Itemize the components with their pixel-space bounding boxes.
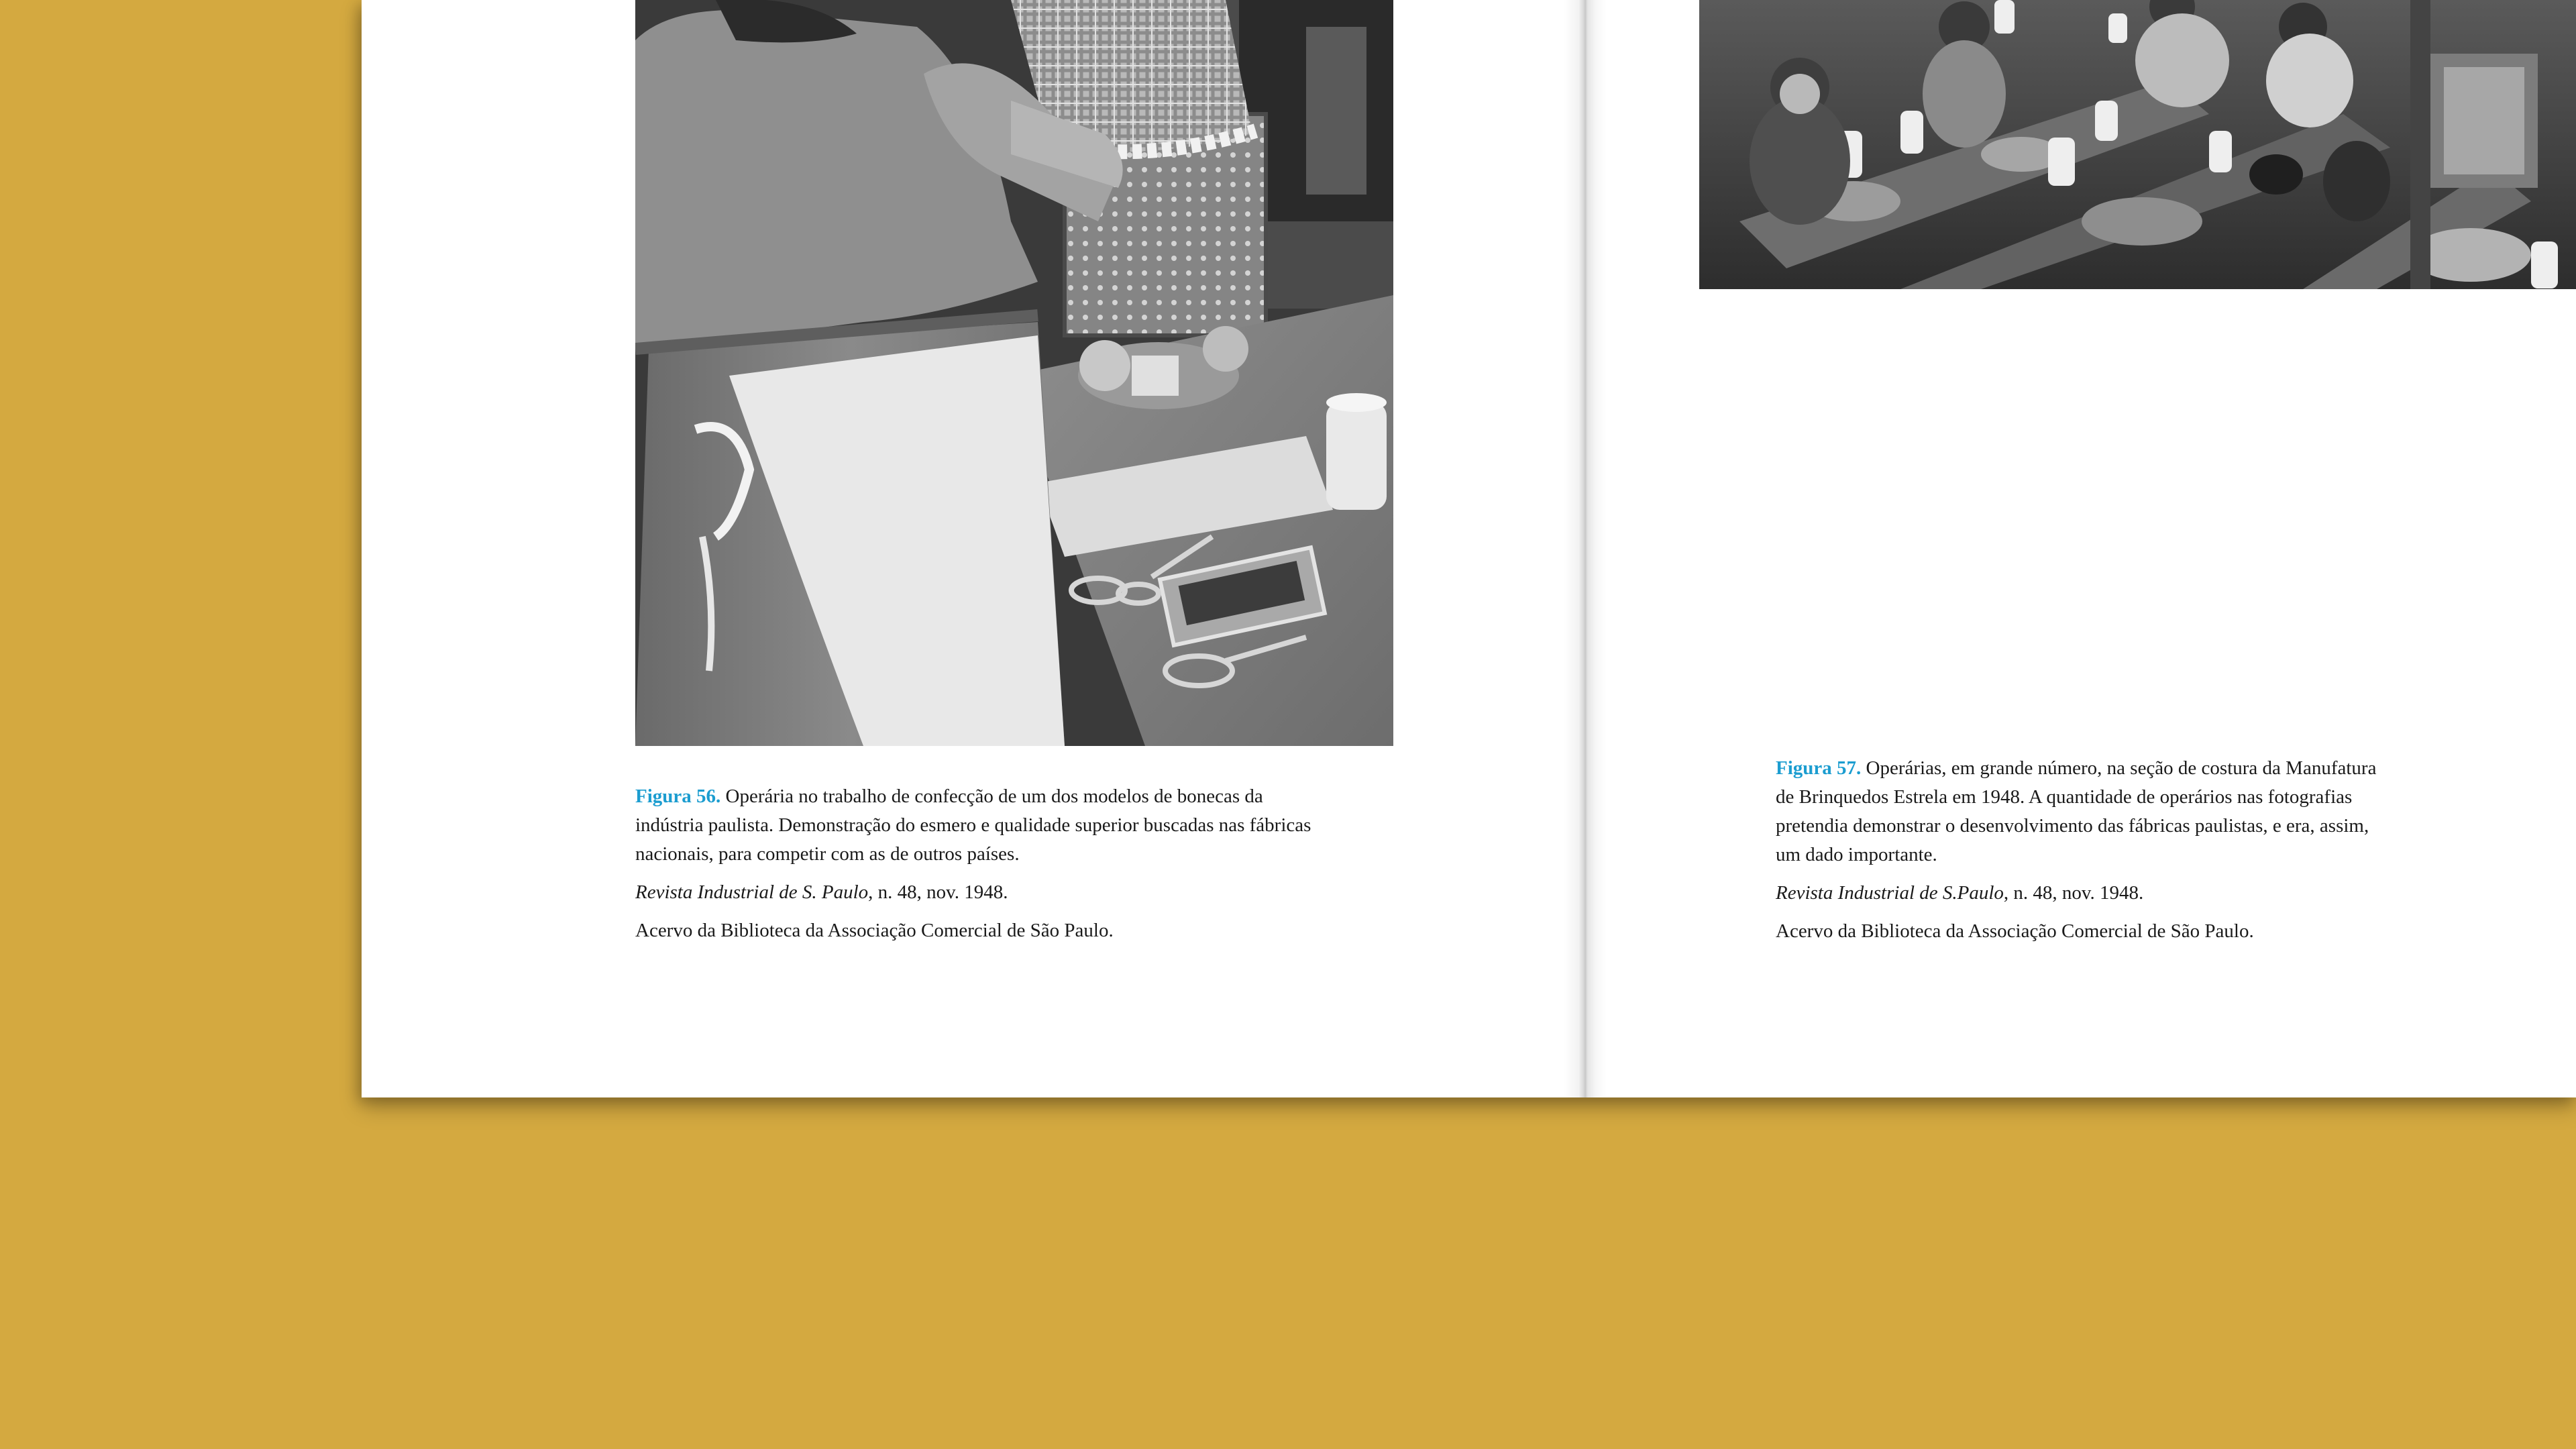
figure-56-credit: Acervo da Biblioteca da Associação Comercial de São Paulo. — [635, 920, 1114, 941]
figure-57-source-details: , n. 48, nov. 1948. — [2003, 882, 2144, 904]
figure-57-source — [1776, 879, 2379, 908]
figure-57-credit: Acervo da Biblioteca da Associação Comercial de São Paulo. — [1776, 920, 2254, 942]
figure-57-photo — [1699, 0, 2576, 289]
figure-57-description — [1776, 754, 2379, 869]
figure-56-source — [635, 878, 1333, 907]
figure-57-text: Operárias, em grande número, na seção de costura da Manufatura de Brinquedos Estrela em 1948. A quantidade de operários nas fotografias pretendia demonstrar o desenvolvimento das fábricas paulistas, e era, assim, um dado importante. — [1776, 757, 2377, 865]
figure-57-caption — [1776, 754, 2379, 946]
figure-56-source-title: Revista Industrial de S. Paulo — [635, 881, 869, 903]
figure-56-label: Figura 56. — [635, 786, 721, 807]
figure-57-source-title: Revista Industrial de S.Paulo — [1776, 882, 2004, 904]
figure-56-source-details: , n. 48, nov. 1948. — [868, 881, 1008, 903]
figure-56-text: Operária no trabalho de confecção de um dos modelos de bonecas da indústria paulista. Demonstração do esmero e qualidade superior buscadas nas fábricas nacionais, para competir com as de outros países. — [635, 786, 1311, 865]
figure-56-caption — [635, 782, 1333, 945]
figure-56-description — [635, 782, 1333, 869]
figure-57-label: Figura 57. — [1776, 757, 1862, 779]
figure-56-photo — [635, 0, 1393, 746]
